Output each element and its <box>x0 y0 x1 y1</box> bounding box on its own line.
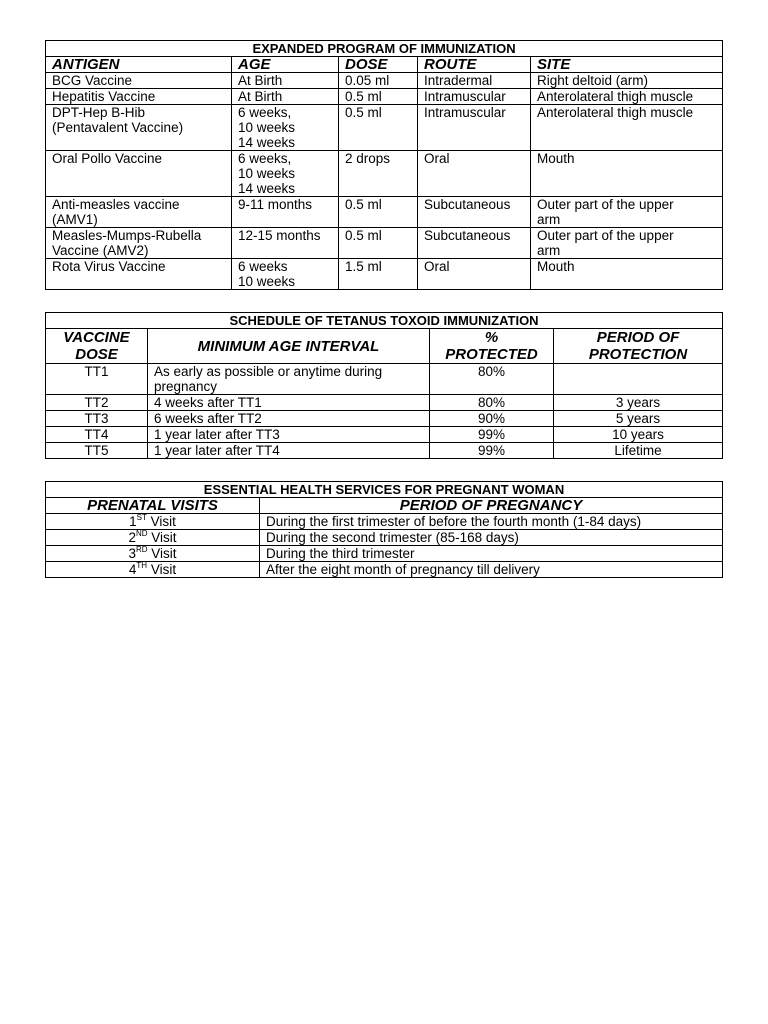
table-row <box>46 530 723 546</box>
table-row <box>46 427 723 443</box>
visit-ordinal-suffix: TH <box>136 560 148 570</box>
visit-ordinal-suffix: RD <box>135 544 148 554</box>
tt-dose-cell: TT2 <box>46 395 148 411</box>
epi-age-cell: 6 weeks 10 weeks <box>232 259 339 290</box>
ehs-period-cell: During the third trimester <box>260 546 723 562</box>
ehs-visit-cell <box>46 530 260 546</box>
epi-title-row <box>46 41 723 57</box>
table-row <box>46 395 723 411</box>
epi-table <box>45 40 723 290</box>
epi-dose-cell: 0.5 ml <box>339 89 418 105</box>
epi-site-cell: Anterolateral thigh muscle <box>531 105 723 151</box>
visit-label: Visit <box>146 514 176 529</box>
table-row <box>46 562 723 578</box>
table-row <box>46 546 723 562</box>
visit-number: 4 <box>128 562 137 577</box>
tt-period-cell <box>554 364 723 395</box>
visit-number: 1 <box>129 514 137 529</box>
epi-site-cell: Right deltoid (arm) <box>531 73 723 89</box>
epi-dose-cell: 0.5 ml <box>339 105 418 151</box>
visit-label: Visit <box>147 546 177 561</box>
visit-label: Visit <box>147 530 177 545</box>
epi-age-cell: At Birth <box>232 73 339 89</box>
epi-route-cell: Intramuscular <box>418 89 531 105</box>
tt-period-cell: Lifetime <box>554 443 723 459</box>
epi-header-dose: DOSE <box>339 57 418 73</box>
epi-dose-cell: 0.5 ml <box>339 197 418 228</box>
epi-header-site: SITE <box>531 57 723 73</box>
epi-antigen-cell: Hepatitis Vaccine <box>46 89 232 105</box>
ehs-table <box>45 481 723 578</box>
tt-dose-cell: TT4 <box>46 427 148 443</box>
epi-header-antigen: ANTIGEN <box>46 57 232 73</box>
epi-age-cell: 6 weeks, 10 weeks 14 weeks <box>232 105 339 151</box>
tt-period-cell: 10 years <box>554 427 723 443</box>
table-row <box>46 197 723 228</box>
epi-age-cell: 12-15 months <box>232 228 339 259</box>
table-row <box>46 259 723 290</box>
tt-header-percent-protected: % PROTECTED <box>430 329 554 364</box>
tt-interval-cell: 6 weeks after TT2 <box>148 411 430 427</box>
epi-site-cell: Anterolateral thigh muscle <box>531 89 723 105</box>
tt-title: SCHEDULE OF TETANUS TOXOID IMMUNIZATION <box>46 313 723 329</box>
epi-header-route: ROUTE <box>418 57 531 73</box>
ehs-visit-cell <box>46 562 260 578</box>
epi-dose-cell: 0.05 ml <box>339 73 418 89</box>
epi-dose-cell: 2 drops <box>339 151 418 197</box>
epi-route-cell: Subcutaneous <box>418 228 531 259</box>
epi-route-cell: Oral <box>418 259 531 290</box>
tt-header-min-age-interval: MINIMUM AGE INTERVAL <box>148 329 430 364</box>
tt-period-cell: 5 years <box>554 411 723 427</box>
epi-antigen-cell: Measles-Mumps-Rubella Vaccine (AMV2) <box>46 228 232 259</box>
tt-interval-cell: As early as possible or anytime during pregnancy <box>148 364 430 395</box>
table-row <box>46 89 723 105</box>
epi-dose-cell: 0.5 ml <box>339 228 418 259</box>
table-row <box>46 228 723 259</box>
visit-number: 2 <box>128 530 136 545</box>
tt-protected-cell: 80% <box>430 364 554 395</box>
tt-period-cell: 3 years <box>554 395 723 411</box>
ehs-title: ESSENTIAL HEALTH SERVICES FOR PREGNANT WOMAN <box>46 482 723 498</box>
ehs-period-cell: During the first trimester of before the fourth month (1-84 days) <box>260 514 723 530</box>
epi-route-cell: Intramuscular <box>418 105 531 151</box>
visit-ordinal-suffix: ST <box>136 512 147 522</box>
tt-interval-cell: 1 year later after TT3 <box>148 427 430 443</box>
table-row <box>46 105 723 151</box>
epi-antigen-cell: DPT-Hep B-Hib (Pentavalent Vaccine) <box>46 105 232 151</box>
ehs-period-cell: After the eight month of pregnancy till delivery <box>260 562 723 578</box>
ehs-visit-cell <box>46 514 260 530</box>
table-row <box>46 443 723 459</box>
tt-header-row <box>46 329 723 364</box>
epi-title: EXPANDED PROGRAM OF IMMUNIZATION <box>46 41 723 57</box>
tt-protected-cell: 80% <box>430 395 554 411</box>
epi-age-cell: 9-11 months <box>232 197 339 228</box>
epi-antigen-cell: BCG Vaccine <box>46 73 232 89</box>
epi-site-cell: Mouth <box>531 259 723 290</box>
tt-protected-cell: 90% <box>430 411 554 427</box>
epi-antigen-cell: Oral Pollo Vaccine <box>46 151 232 197</box>
ehs-header-row <box>46 498 723 514</box>
epi-site-cell: Outer part of the upper arm <box>531 228 723 259</box>
epi-age-cell: At Birth <box>232 89 339 105</box>
tt-dose-cell: TT3 <box>46 411 148 427</box>
tt-dose-cell: TT5 <box>46 443 148 459</box>
epi-route-cell: Oral <box>418 151 531 197</box>
epi-header-age: AGE <box>232 57 339 73</box>
epi-route-cell: Subcutaneous <box>418 197 531 228</box>
tt-dose-cell: TT1 <box>46 364 148 395</box>
epi-header-row <box>46 57 723 73</box>
tt-interval-cell: 1 year later after TT4 <box>148 443 430 459</box>
tt-header-vaccine-dose: VACCINE DOSE <box>46 329 148 364</box>
tt-title-row <box>46 313 723 329</box>
epi-antigen-cell: Anti-measles vaccine (AMV1) <box>46 197 232 228</box>
ehs-period-cell: During the second trimester (85-168 days) <box>260 530 723 546</box>
visit-label: Visit <box>147 562 177 577</box>
table-row <box>46 73 723 89</box>
epi-antigen-cell: Rota Virus Vaccine <box>46 259 232 290</box>
visit-ordinal-suffix: ND <box>135 528 148 538</box>
ehs-title-row <box>46 482 723 498</box>
ehs-visit-cell <box>46 546 260 562</box>
tt-table <box>45 312 723 459</box>
epi-age-cell: 6 weeks, 10 weeks 14 weeks <box>232 151 339 197</box>
tt-header-period-protection: PERIOD OF PROTECTION <box>554 329 723 364</box>
tt-interval-cell: 4 weeks after TT1 <box>148 395 430 411</box>
tt-protected-cell: 99% <box>430 443 554 459</box>
table-row <box>46 411 723 427</box>
epi-dose-cell: 1.5 ml <box>339 259 418 290</box>
ehs-header-period-pregnancy: PERIOD OF PREGNANCY <box>260 498 723 514</box>
table-row <box>46 151 723 197</box>
visit-number: 3 <box>128 546 136 561</box>
ehs-header-prenatal-visits: PRENATAL VISITS <box>46 498 260 514</box>
epi-site-cell: Outer part of the upper arm <box>531 197 723 228</box>
table-row <box>46 364 723 395</box>
epi-site-cell: Mouth <box>531 151 723 197</box>
epi-route-cell: Intradermal <box>418 73 531 89</box>
table-row <box>46 514 723 530</box>
tt-protected-cell: 99% <box>430 427 554 443</box>
